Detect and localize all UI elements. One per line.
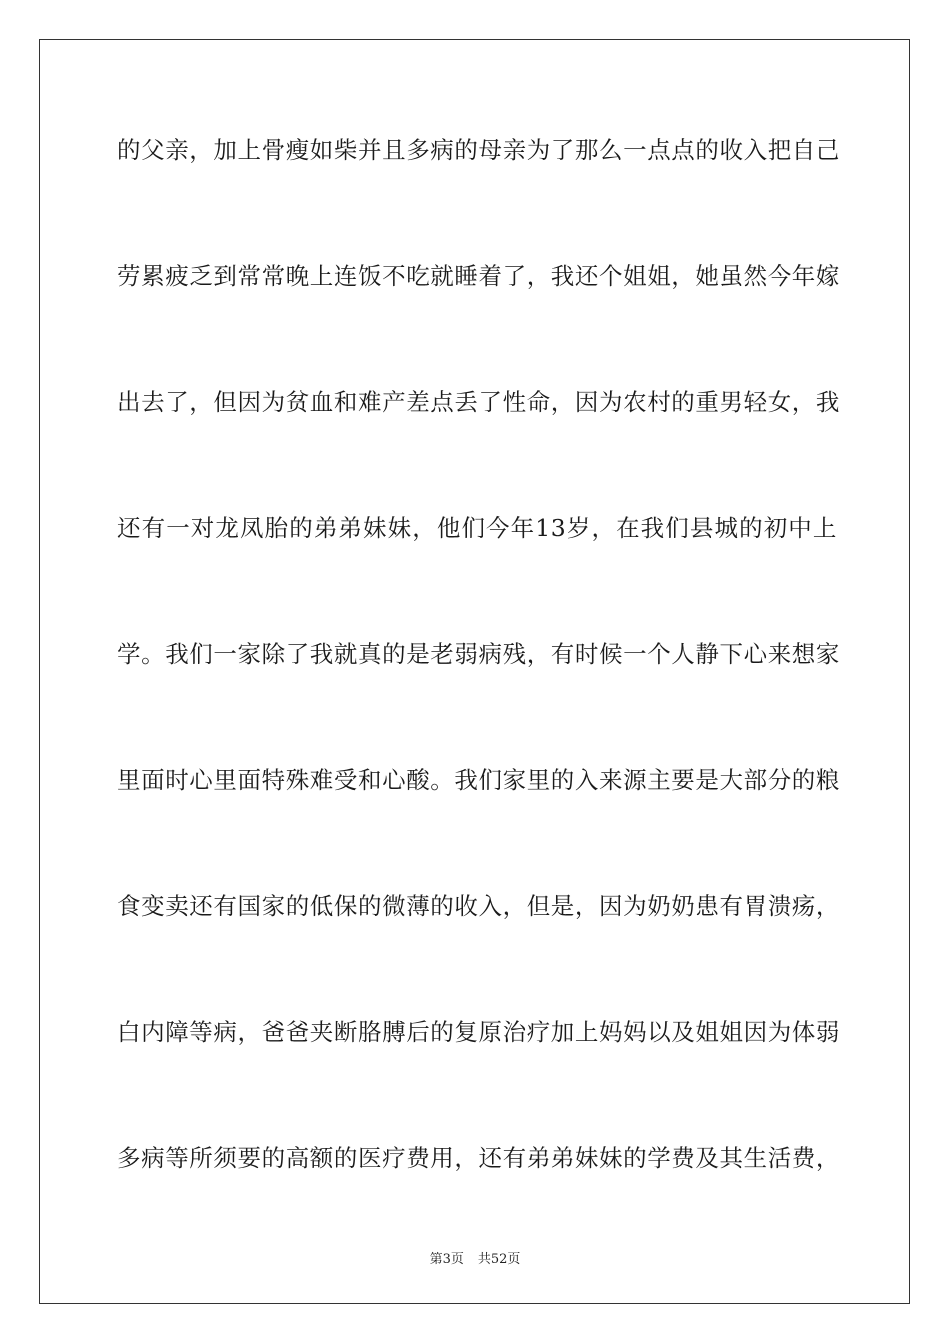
text-line: 学。我们一家除了我就真的是老弱病残，有时候一个人静下心来想家 — [117, 640, 840, 668]
document-body — [117, 118, 840, 1252]
text-line: 食变卖还有国家的低保的微薄的收入，但是，因为奶奶患有胃溃疡， — [117, 892, 840, 920]
text-line: 多病等所须要的高额的医疗费用，还有弟弟妹妹的学费及其生活费， — [117, 1144, 840, 1172]
text-line: 白内障等病，爸爸夹断胳膊后的复原治疗加上妈妈以及姐姐因为体弱 — [117, 1018, 840, 1046]
text-line: 还有一对龙凤胎的弟弟妹妹，他们今年13岁，在我们县城的初中上 — [117, 514, 837, 542]
page-footer — [0, 1248, 950, 1267]
text-line: 劳累疲乏到常常晚上连饭不吃就睡着了，我还个姐姐，她虽然今年嫁 — [117, 262, 840, 290]
page-number: 第3页 — [429, 1252, 464, 1267]
text-line: 出去了，但因为贫血和难产差点丢了性命，因为农村的重男轻女，我 — [117, 388, 840, 416]
page-total: 共52页 — [477, 1252, 521, 1267]
text-line: 里面时心里面特殊难受和心酸。我们家里的入来源主要是大部分的粮 — [117, 766, 840, 794]
text-line: 的父亲，加上骨瘦如柴并且多病的母亲为了那么一点点的收入把自己 — [117, 136, 840, 164]
